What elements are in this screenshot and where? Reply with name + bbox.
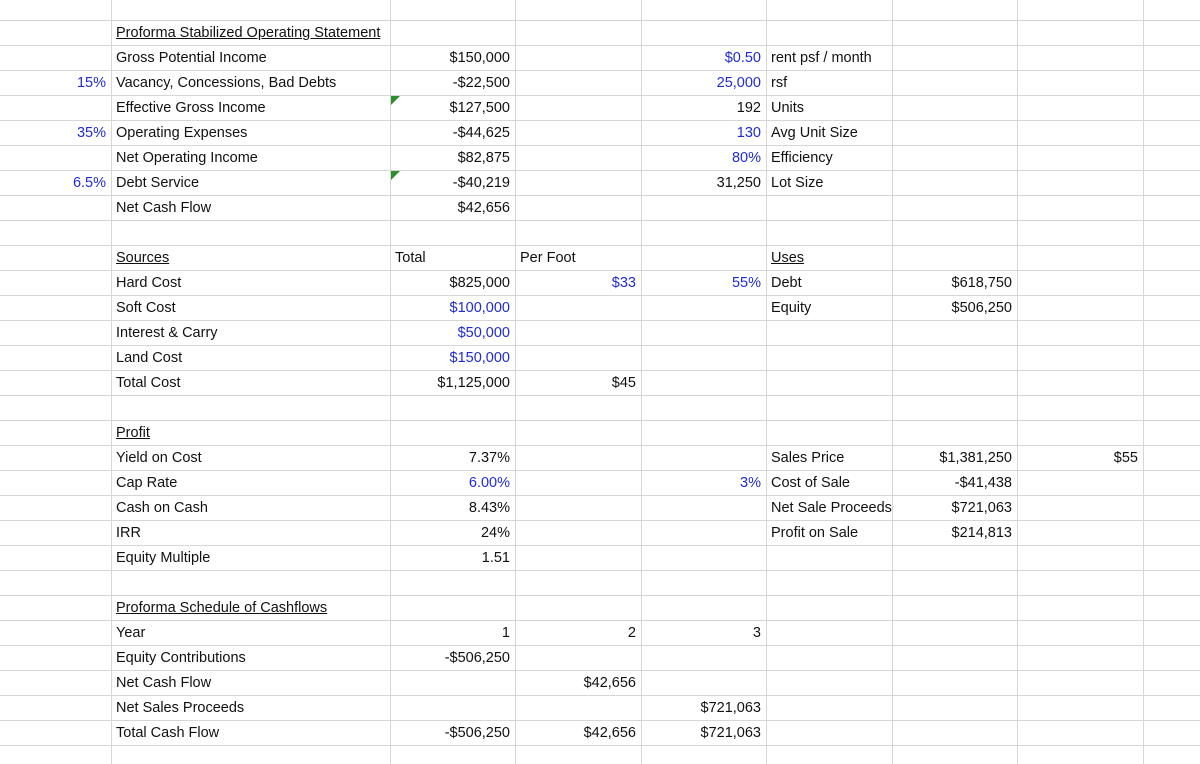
sources-label[interactable]: Interest & Carry [116, 325, 218, 341]
profit-value[interactable]: 8.43% [468, 500, 510, 516]
assumption-label[interactable]: Avg Unit Size [771, 125, 858, 141]
statement-pct[interactable]: 15% [76, 75, 106, 91]
sources-total[interactable]: $1,125,000 [437, 375, 510, 391]
sale-label[interactable]: Net Sale Proceeds [771, 500, 892, 516]
profit-label[interactable]: Cap Rate [116, 475, 178, 491]
gridline [0, 220, 1200, 221]
statement-value[interactable]: $82,875 [457, 150, 510, 166]
uses-label[interactable]: Debt [771, 275, 802, 291]
profit-value[interactable]: 7.37% [468, 450, 510, 466]
sale-label[interactable]: Sales Price [771, 450, 845, 466]
statement-label[interactable]: Gross Potential Income [116, 50, 267, 66]
sale-value[interactable]: $1,381,250 [939, 450, 1012, 466]
sources-total[interactable]: $50,000 [457, 325, 510, 341]
profit-label[interactable]: IRR [116, 525, 141, 541]
gridline [0, 570, 1200, 571]
assumption-value[interactable]: 80% [731, 150, 761, 166]
assumption-label[interactable]: rsf [771, 75, 788, 91]
cashflow-year1[interactable]: 1 [501, 625, 510, 641]
statement-value[interactable]: -$40,219 [452, 175, 510, 191]
per-foot-header[interactable]: Per Foot [520, 250, 576, 266]
cashflow-label[interactable]: Net Cash Flow [116, 675, 212, 691]
cashflow-label[interactable]: Net Sales Proceeds [116, 700, 245, 716]
uses-value[interactable]: $506,250 [951, 300, 1012, 316]
profit-value[interactable]: 6.00% [468, 475, 510, 491]
statement-value[interactable]: $127,500 [449, 100, 510, 116]
cashflow-year1[interactable]: -$506,250 [444, 650, 510, 666]
profit-label[interactable]: Cash on Cash [116, 500, 208, 516]
statement-label[interactable]: Net Cash Flow [116, 200, 212, 216]
statement-pct[interactable]: 35% [76, 125, 106, 141]
uses-header[interactable]: Uses [771, 250, 805, 266]
uses-value[interactable]: $618,750 [951, 275, 1012, 291]
sale-value[interactable]: $721,063 [951, 500, 1012, 516]
profit-label[interactable]: Equity Multiple [116, 550, 211, 566]
assumption-label[interactable]: rent psf / month [771, 50, 872, 66]
assumption-label[interactable]: Lot Size [771, 175, 824, 191]
assumption-value[interactable]: 192 [736, 100, 761, 116]
gridline [1143, 0, 1144, 764]
statement-value[interactable]: $150,000 [449, 50, 510, 66]
sources-per-foot[interactable]: $45 [611, 375, 636, 391]
cashflow-label[interactable]: Year [116, 625, 146, 641]
sale-pct[interactable]: 3% [740, 475, 761, 491]
cashflow-year1[interactable]: -$506,250 [444, 725, 510, 741]
statement-label[interactable]: Operating Expenses [116, 125, 248, 141]
cashflow-label[interactable]: Equity Contributions [116, 650, 246, 666]
statement-label[interactable]: Debt Service [116, 175, 200, 191]
uses-pct[interactable]: 55% [731, 275, 761, 291]
assumption-label[interactable]: Units [771, 100, 805, 116]
uses-label[interactable]: Equity [771, 300, 812, 316]
sources-header[interactable]: Sources [116, 250, 170, 266]
assumption-value[interactable]: $0.50 [724, 50, 761, 66]
statement-pct[interactable]: 6.5% [72, 175, 106, 191]
sources-label[interactable]: Total Cost [116, 375, 181, 391]
sources-total[interactable]: $150,000 [449, 350, 510, 366]
statement-title[interactable]: Proforma Stabilized Operating Statement [116, 25, 381, 41]
sale-value[interactable]: -$41,438 [954, 475, 1012, 491]
statement-label[interactable]: Net Operating Income [116, 150, 258, 166]
gridline [0, 395, 1200, 396]
cashflow-label[interactable]: Total Cash Flow [116, 725, 220, 741]
assumption-value[interactable]: 31,250 [716, 175, 761, 191]
profit-value[interactable]: 1.51 [481, 550, 510, 566]
statement-label[interactable]: Vacancy, Concessions, Bad Debts [116, 75, 337, 91]
statement-value[interactable]: -$22,500 [452, 75, 510, 91]
sale-label[interactable]: Cost of Sale [771, 475, 850, 491]
profit-value[interactable]: 24% [480, 525, 510, 541]
cashflows-title[interactable]: Proforma Schedule of Cashflows [116, 600, 328, 616]
sources-total[interactable]: $100,000 [449, 300, 510, 316]
gridline [0, 745, 1200, 746]
sale-price-per-foot[interactable]: $55 [1113, 450, 1138, 466]
cashflow-year2[interactable]: $42,656 [583, 675, 636, 691]
sources-total[interactable]: $825,000 [449, 275, 510, 291]
sources-per-foot[interactable]: $33 [611, 275, 636, 291]
statement-value[interactable]: $42,656 [457, 200, 510, 216]
assumption-value[interactable]: 25,000 [716, 75, 761, 91]
cashflow-year2[interactable]: $42,656 [583, 725, 636, 741]
assumption-value[interactable]: 130 [736, 125, 761, 141]
profit-header[interactable]: Profit [116, 425, 150, 441]
statement-value[interactable]: -$44,625 [452, 125, 510, 141]
statement-label[interactable]: Effective Gross Income [116, 100, 266, 116]
gridline [892, 0, 893, 764]
cashflow-year3[interactable]: 3 [752, 625, 761, 641]
gridline [1017, 0, 1018, 764]
assumption-label[interactable]: Efficiency [771, 150, 833, 166]
sale-value[interactable]: $214,813 [951, 525, 1012, 541]
sale-label[interactable]: Profit on Sale [771, 525, 859, 541]
cashflow-year3[interactable]: $721,063 [700, 700, 761, 716]
total-header[interactable]: Total [395, 250, 426, 266]
sources-label[interactable]: Soft Cost [116, 300, 176, 316]
cashflow-year2[interactable]: 2 [627, 625, 636, 641]
cashflow-year3[interactable]: $721,063 [700, 725, 761, 741]
sources-label[interactable]: Hard Cost [116, 275, 182, 291]
profit-label[interactable]: Yield on Cost [116, 450, 202, 466]
sources-label[interactable]: Land Cost [116, 350, 183, 366]
